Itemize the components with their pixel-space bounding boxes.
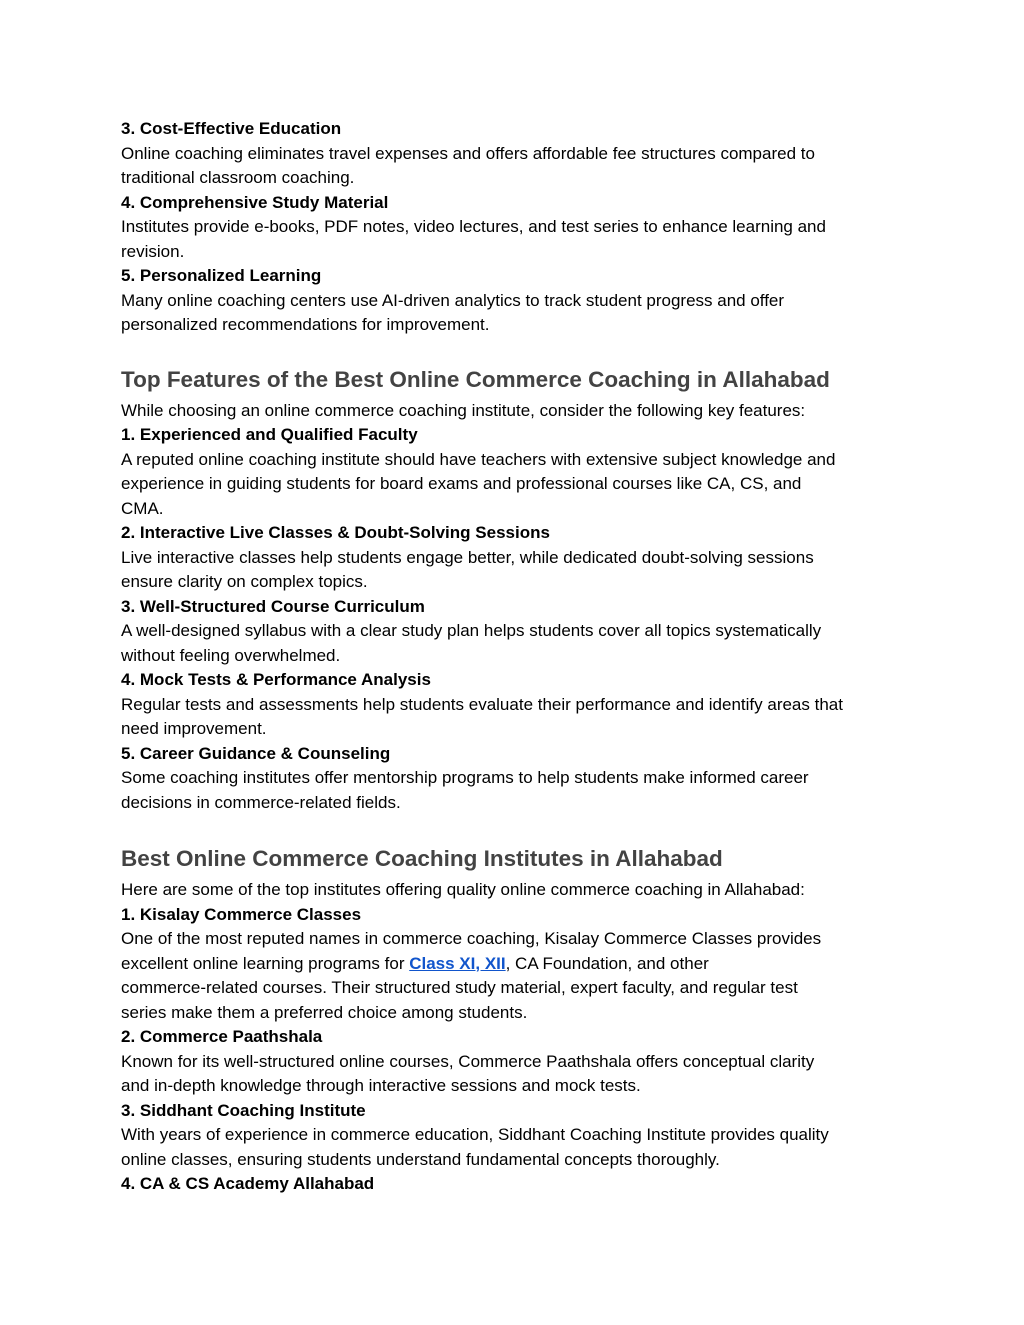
document-page (121, 117, 911, 1197)
institutes-intro: Here are some of the top institutes offering quality online commerce coaching in Allahabad: (121, 880, 805, 899)
institutes-heading: Best Online Commerce Coaching Institutes in Allahabad (121, 846, 723, 871)
institute-text: With years of experience in commerce education, Siddhant Coaching Institute provides quality online classes, ensuring students understand fundamental concepts thoroughly. (121, 1125, 829, 1169)
feature-title: 1. Experienced and Qualified Faculty (121, 425, 418, 444)
features-intro: While choosing an online commerce coaching institute, consider the following key features: (121, 400, 806, 420)
benefit-title: 3. Cost-Effective Education (121, 119, 342, 138)
feature-item (121, 423, 911, 521)
institute-text: One of the most reputed names in commerce coaching, Kisalay Commerce Classes provides excellent online learning programs for Class XI, XII, CA Foundation, and other commerce-related courses. Their structured study material, expert faculty, and regular test series make them a preferred choice among students. (121, 929, 822, 1022)
benefit-item (121, 117, 911, 191)
class-xi-xii-link[interactable]: Class XI, XII (409, 953, 506, 973)
feature-title: 5. Career Guidance & Counseling (121, 743, 391, 763)
institute-item-paathshala (121, 1025, 911, 1099)
institute-title: 2. Commerce Paathshala (121, 1027, 323, 1046)
institute-item-siddhant (121, 1099, 911, 1173)
feature-text: A reputed online coaching institute should have teachers with extensive subject knowledge and experience in guiding students for board exams and professional courses like CA, CS, and CMA. (121, 449, 836, 518)
benefit-text: Institutes provide e-books, PDF notes, video lectures, and test series to enhance learning and revision. (121, 217, 826, 261)
benefit-item (121, 191, 911, 265)
benefit-title: 5. Personalized Learning (121, 266, 322, 285)
features-list (121, 423, 911, 815)
benefit-text: Many online coaching centers use AI-driven analytics to track student progress and offer personalized recommendations for improvement. (121, 290, 785, 334)
benefit-item (121, 264, 911, 338)
benefits-list (121, 117, 911, 338)
institute-text: Known for its well-structured online courses, Commerce Paathshala offers conceptual clarity and in-depth knowledge through interactive sessions and mock tests. (121, 1051, 815, 1095)
benefit-title: 4. Comprehensive Study Material (121, 192, 389, 212)
feature-title: 4. Mock Tests & Performance Analysis (121, 670, 431, 689)
institutes-list (121, 903, 911, 1197)
feature-item (121, 668, 911, 742)
feature-item (121, 742, 911, 816)
feature-text: A well-designed syllabus with a clear study plan helps students cover all topics systematically without feeling overwhelmed. (121, 621, 822, 665)
feature-item (121, 595, 911, 669)
feature-text: Regular tests and assessments help students evaluate their performance and identify areas that need improvement. (121, 694, 843, 738)
institute-title: 4. CA & CS Academy Allahabad (121, 1174, 375, 1193)
feature-title: 2. Interactive Live Classes & Doubt-Solving Sessions (121, 523, 550, 542)
feature-title: 3. Well-Structured Course Curriculum (121, 596, 425, 616)
institute-item-kisalay (121, 903, 911, 1026)
benefit-text: Online coaching eliminates travel expenses and offers affordable fee structures compared to traditional classroom coaching. (121, 143, 815, 187)
institute-item-cacs (121, 1172, 911, 1197)
institute-title: 3. Siddhant Coaching Institute (121, 1100, 366, 1120)
features-heading: Top Features of the Best Online Commerce Coaching in Allahabad (121, 366, 830, 392)
institute-title: 1. Kisalay Commerce Classes (121, 904, 362, 924)
feature-text: Some coaching institutes offer mentorship programs to help students make informed career decisions in commerce-related fields. (121, 768, 809, 812)
feature-item (121, 521, 911, 595)
feature-text: Live interactive classes help students engage better, while dedicated doubt-solving sessions ensure clarity on complex topics. (121, 547, 814, 591)
